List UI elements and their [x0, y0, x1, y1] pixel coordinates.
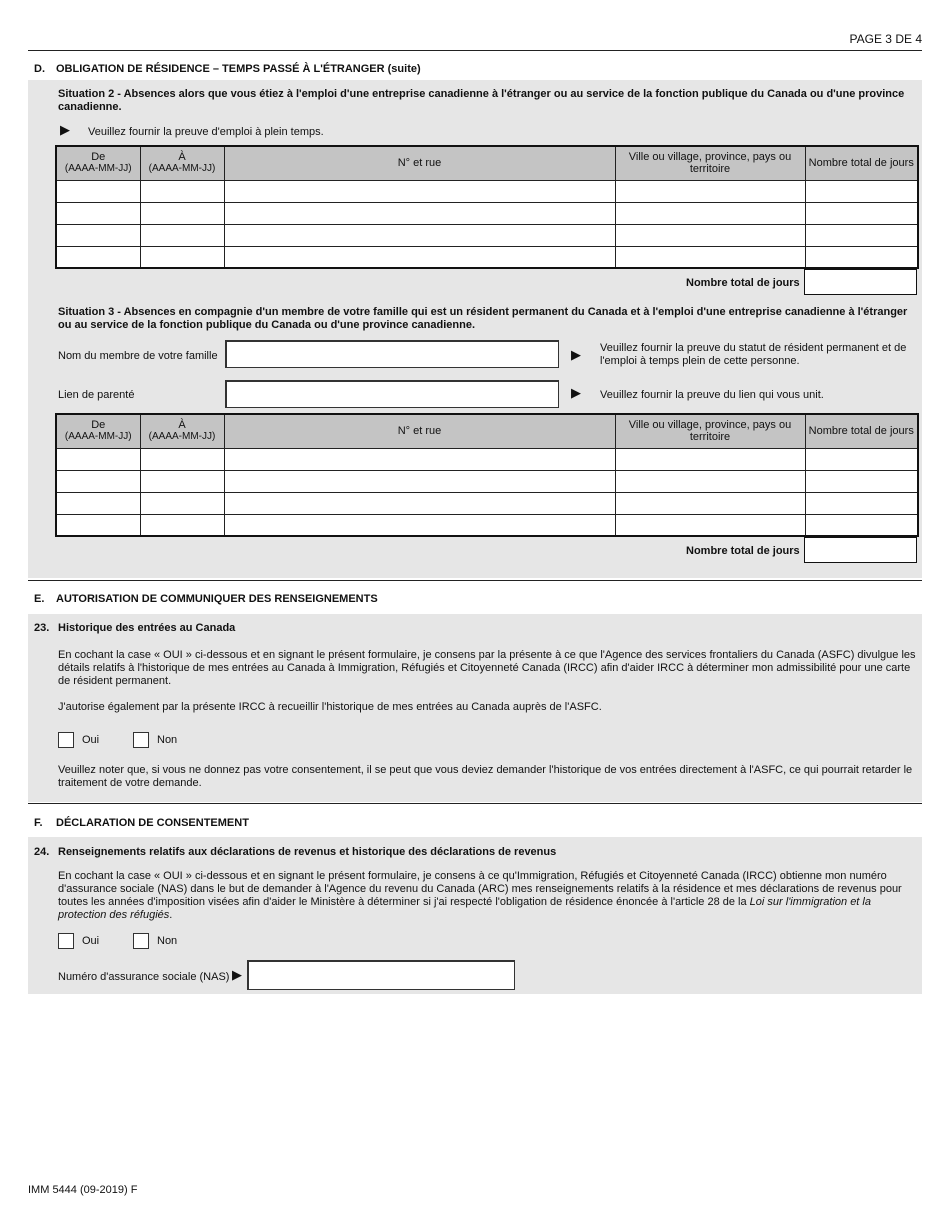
relationship-note: Veuillez fournir la preuve du lien qui vous unit.: [600, 389, 824, 401]
section-d-title: [34, 63, 421, 75]
col-street: N° et rue: [224, 414, 615, 448]
from-date-input[interactable]: [56, 514, 140, 536]
q23-no-label: Non: [157, 734, 178, 746]
col-days: Nombre total de jours: [805, 414, 918, 448]
relationship-input[interactable]: [225, 380, 559, 408]
q24-yes-label: Oui: [82, 935, 100, 947]
top-divider: [28, 50, 922, 51]
street-input[interactable]: [224, 492, 615, 514]
street-input[interactable]: [224, 448, 615, 470]
days-input[interactable]: [805, 224, 918, 246]
family-member-label: Nom du membre de votre famille: [58, 350, 218, 362]
days-input[interactable]: [805, 448, 918, 470]
page-number: PAGE 3 DE 4: [849, 32, 922, 46]
from-date-input[interactable]: [56, 246, 140, 268]
situation3-total-label: Nombre total de jours: [686, 545, 800, 557]
situation2-title: Situation 2 - Absences alors que vous étiez à l'emploi d'une entreprise canadienne à l'étranger ou au service de la fonction publique du Canada ou d'une province canadienne.: [58, 88, 905, 113]
section-divider: [28, 803, 922, 804]
city-input[interactable]: [615, 180, 805, 202]
q24-heading: Renseignements relatifs aux déclarations de revenus et historique des déclarations de revenus: [58, 846, 557, 858]
q23-title: [34, 622, 235, 635]
from-date-input[interactable]: [56, 224, 140, 246]
section-f-title: [34, 817, 249, 829]
col-city: Ville ou village, province, pays ou territoire: [615, 146, 805, 180]
to-date-input[interactable]: [140, 180, 224, 202]
table-row: [56, 514, 918, 536]
to-date-input[interactable]: [140, 224, 224, 246]
days-input[interactable]: [805, 246, 918, 268]
family-member-input[interactable]: [225, 340, 559, 368]
situation2-total-input[interactable]: [804, 269, 917, 295]
city-input[interactable]: [615, 246, 805, 268]
section-e-letter: E.: [34, 593, 45, 605]
col-days: Nombre total de jours: [805, 146, 918, 180]
situation3-title: Situation 3 - Absences en compagnie d'un membre de votre famille qui est un résident permanent du Canada et à l'emploi d'une entreprise canadienne à l'étranger ou au service de la fonction publique du Canada ou d'une province canadienne.: [58, 306, 908, 331]
situation2-total-label: Nombre total de jours: [686, 277, 800, 289]
street-input[interactable]: [224, 224, 615, 246]
arrow-icon: ▶: [232, 967, 242, 982]
table-row: [56, 180, 918, 202]
city-input[interactable]: [615, 224, 805, 246]
city-input[interactable]: [615, 448, 805, 470]
to-date-input[interactable]: [140, 448, 224, 470]
city-input[interactable]: [615, 202, 805, 224]
to-date-input[interactable]: [140, 514, 224, 536]
city-input[interactable]: [615, 470, 805, 492]
section-d-letter: D.: [34, 63, 45, 75]
q23-yes-checkbox[interactable]: [58, 732, 74, 748]
street-input[interactable]: [224, 202, 615, 224]
form-code: IMM 5444 (09-2019) F: [28, 1184, 138, 1196]
q23-note: Veuillez noter que, si vous ne donnez pas votre consentement, il se peut que vous deviez demander l'historique de vos entrées directement à l'ASFC, ce qui pourrait retarder le traitement de votre demande.: [58, 764, 913, 789]
table-row: [56, 448, 918, 470]
q24-law-title: Loi sur l'immigration et la protection des réfugiés: [58, 896, 871, 921]
street-input[interactable]: [224, 470, 615, 492]
city-input[interactable]: [615, 492, 805, 514]
from-date-input[interactable]: [56, 202, 140, 224]
days-input[interactable]: [805, 470, 918, 492]
from-date-input[interactable]: [56, 180, 140, 202]
q24-no-label: Non: [157, 935, 178, 947]
q24-number: 24.: [34, 846, 50, 858]
from-date-input[interactable]: [56, 448, 140, 470]
to-date-input[interactable]: [140, 202, 224, 224]
section-divider: [28, 580, 922, 581]
to-date-input[interactable]: [140, 492, 224, 514]
from-date-input[interactable]: [56, 470, 140, 492]
city-input[interactable]: [615, 514, 805, 536]
situation3-total-input[interactable]: [804, 537, 917, 563]
table-row: [56, 492, 918, 514]
to-date-input[interactable]: [140, 246, 224, 268]
from-date-input[interactable]: [56, 492, 140, 514]
section-e-title: [34, 593, 378, 605]
table-row: [56, 470, 918, 492]
col-to: À (AAAA-MM-JJ): [140, 146, 224, 180]
days-input[interactable]: [805, 202, 918, 224]
q23-yes-label: Oui: [82, 734, 100, 746]
arrow-icon: ▶: [60, 122, 70, 137]
q24-yes-checkbox[interactable]: [58, 933, 74, 949]
section-d-heading: OBLIGATION DE RÉSIDENCE – TEMPS PASSÉ À L'ÉTRANGER (suite): [56, 63, 421, 75]
q24-no-checkbox[interactable]: [133, 933, 149, 949]
street-input[interactable]: [224, 246, 615, 268]
sin-input[interactable]: [247, 960, 515, 990]
q23-no-checkbox[interactable]: [133, 732, 149, 748]
days-input[interactable]: [805, 514, 918, 536]
q23-paragraph1: En cochant la case « OUI » ci-dessous et en signant le présent formulaire, je consens par la présente à ce que l'Agence des services frontaliers du Canada (ASFC) divulgue les détails relatifs à l'historique de mes entrées au Canada à Immigration, Réfugiés et Citoyenneté Canada (IRCC) afin d'aider IRCC à déterminer mon admissibilité pour une carte de résident permanent.: [58, 649, 916, 687]
col-from: De (AAAA-MM-JJ): [56, 414, 140, 448]
situation3-table: [55, 413, 919, 537]
sin-label: Numéro d'assurance sociale (NAS): [58, 971, 230, 983]
col-street: N° et rue: [224, 146, 615, 180]
q24-paragraph-text: En cochant la case « OUI » ci-dessous et en signant le présent formulaire, je consens à ce qu'Immigration, Réfugiés et Citoyenneté Canada (IRCC) obtienne mon numéro d'assurance sociale (NAS) dans le but de demander à l'Agence du revenu du Canada (ARC) mes renseignements relatifs à la résidence et mes déclarations de revenus pour toutes les années d'imposition visées afin d'aider le Ministère à déterminer si j'ai respecté l'obligation de résidence énoncée à l'article 28 de la: [58, 870, 902, 908]
arrow-icon: ▶: [571, 385, 581, 400]
q24-paragraph-end: .: [169, 909, 173, 921]
relationship-label: Lien de parenté: [58, 389, 135, 401]
q24-title: [34, 846, 556, 859]
situation2-note: Veuillez fournir la preuve d'emploi à plein temps.: [88, 126, 324, 138]
col-city: Ville ou village, province, pays ou territoire: [615, 414, 805, 448]
to-date-input[interactable]: [140, 470, 224, 492]
q24-paragraph: [58, 870, 920, 922]
days-input[interactable]: [805, 180, 918, 202]
street-input[interactable]: [224, 514, 615, 536]
days-input[interactable]: [805, 492, 918, 514]
col-from: De (AAAA-MM-JJ): [56, 146, 140, 180]
arrow-icon: ▶: [571, 347, 581, 362]
table-row: [56, 202, 918, 224]
q23-number: 23.: [34, 622, 50, 634]
street-input[interactable]: [224, 180, 615, 202]
q23-heading: Historique des entrées au Canada: [58, 622, 236, 634]
section-f-letter: F.: [34, 817, 43, 829]
situation2-table: [55, 145, 919, 269]
col-to: À (AAAA-MM-JJ): [140, 414, 224, 448]
table-row: [56, 246, 918, 268]
family-member-note: Veuillez fournir la preuve du statut de résident permanent et de l'emploi à temps plein de cette personne.: [600, 342, 907, 367]
q23-paragraph2: J'autorise également par la présente IRCC à recueillir l'historique de mes entrées au Canada auprès de l'ASFC.: [58, 701, 602, 713]
table-row: [56, 224, 918, 246]
section-f-heading: DÉCLARATION DE CONSENTEMENT: [56, 817, 249, 829]
section-e-heading: AUTORISATION DE COMMUNIQUER DES RENSEIGNEMENTS: [56, 593, 378, 605]
